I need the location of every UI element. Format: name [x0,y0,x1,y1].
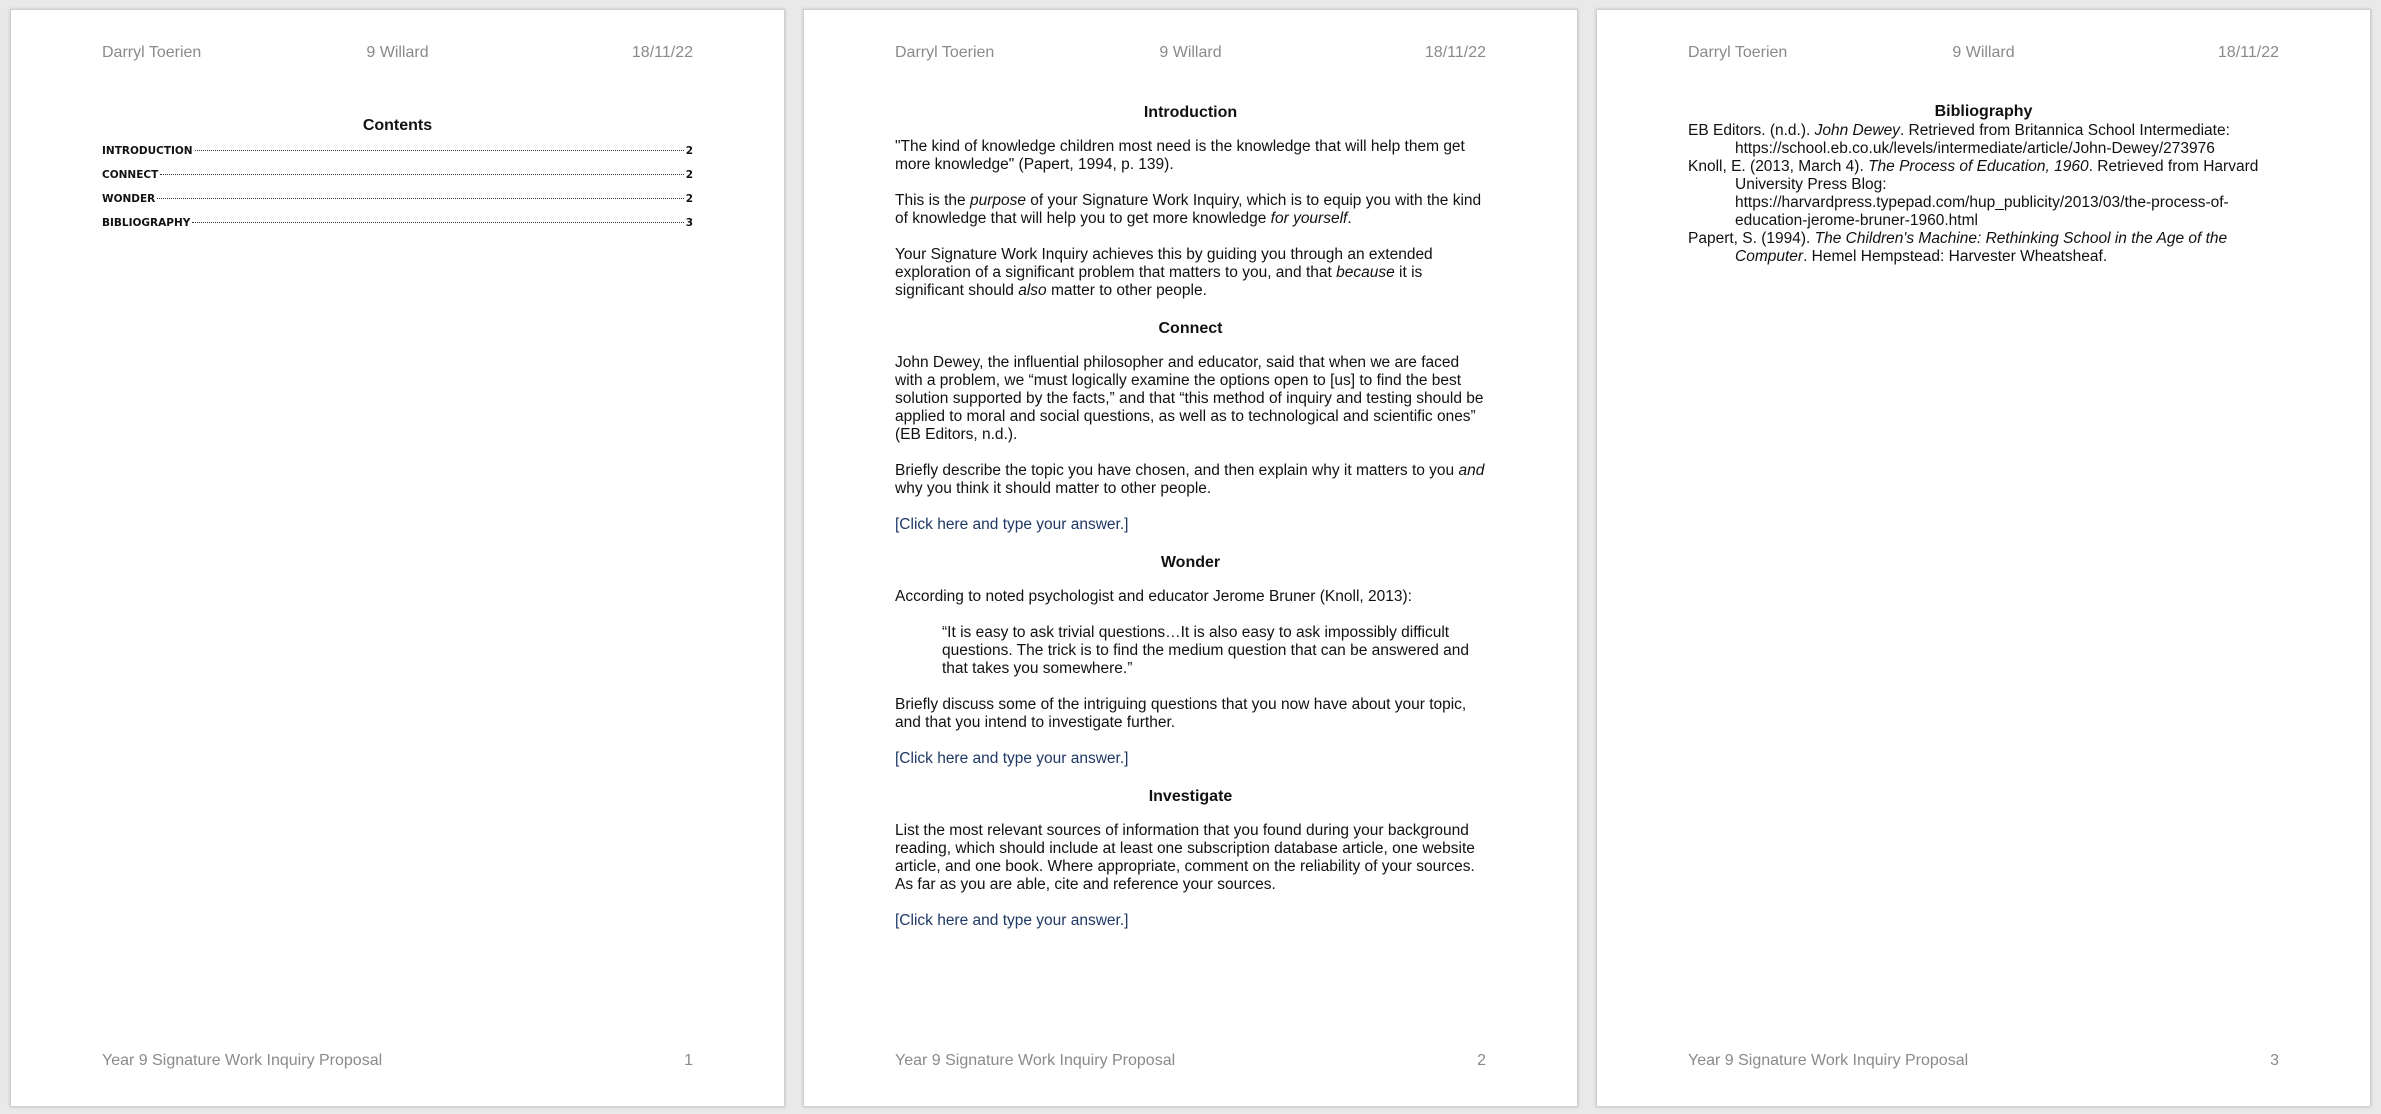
page-number: 3 [2270,1052,2279,1069]
header-class: 9 Willard [1952,44,2015,61]
wonder-paragraph-2: Briefly discuss some of the intriguing questions that you now have about your topic, and that you intend to investigate further. [895,696,1467,731]
connect-paragraph-2: Briefly describe the topic you have chosen, and then explain why it matters to you and why you think it should matter to other people. [895,462,1485,497]
bibliography-entry: Papert, S. (1994). The Children's Machine: Rethinking School in the Age of the Computer. Hemel Hempstead: Harvester Wheatsheaf. [1688,230,2228,265]
footer-title: Year 9 Signature Work Inquiry Proposal [895,1052,1176,1069]
intro-paragraph-2: This is the purpose of your Signature Work Inquiry, which is to equip you with the kind of knowledge that will help you to get more knowledge for yourself. [895,192,1482,227]
page-header [102,44,693,64]
page-footer [1688,1052,2279,1072]
toc-entry-label: BIBLIOGRAPHY [102,217,191,229]
header-class: 9 Willard [1159,44,1222,61]
investigate-paragraph-1: List the most relevant sources of information that you found during your background reading, which should include at least one subscription database article, one website article, and one book. Where appropriate, comment on the reliability of your sources. As far as you are able, cite and reference your sources. [895,822,1475,893]
page-number: 1 [684,1052,693,1069]
toc-leader-dots [192,222,683,223]
toc-entry-label: WONDER [102,193,156,205]
header-date: 18/11/22 [631,44,693,61]
toc-entry-page: 2 [685,193,693,205]
footer-title: Year 9 Signature Work Inquiry Proposal [1688,1052,1969,1069]
heading-bibliography: Bibliography [1934,103,2033,120]
footer-title: Year 9 Signature Work Inquiry Proposal [102,1052,383,1069]
heading-wonder: Wonder [1160,554,1221,571]
wonder-paragraph-1: According to noted psychologist and educator Jerome Bruner (Knoll, 2013): [895,588,1412,605]
intro-paragraph-3: Your Signature Work Inquiry achieves this by guiding you through an extended exploration of a significant problem that matters to you, and that because it is significant should also matter to other people. [895,246,1433,299]
page-body[interactable] [102,106,693,235]
toc-entry-wonder[interactable] [102,187,693,211]
page-1 [10,9,785,1107]
header-author: Darryl Toerien [102,44,202,61]
wonder-blockquote: “It is easy to ask trivial questions…It is also easy to ask impossibly difficult questions. The trick is to find the medium question that can be answered and that takes you somewhere.” [942,624,1470,677]
page-body[interactable] [1688,102,2279,266]
header-class: 9 Willard [366,44,429,61]
heading-investigate: Investigate [1148,788,1233,805]
header-date: 18/11/22 [2217,44,2279,61]
toc-leader-dots [195,150,684,151]
heading-connect: Connect [1158,320,1223,337]
bibliography-entry: Knoll, E. (2013, March 4). The Process of Education, 1960. Retrieved from Harvard University Press Blog: https://harvardpress.typepad.com/hup_publicity/2013/03/the-process-of-education-jerome-bruner-1960.html [1688,158,2259,229]
toc-entry-introduction[interactable] [102,139,693,163]
toc-entry-bibliography[interactable] [102,211,693,235]
toc-entry-connect[interactable] [102,163,693,187]
connect-paragraph-1: John Dewey, the influential philosopher and educator, said that when we are faced with a problem, we “must logically examine the options open to [us] to find the best solution supported by the facts,” and that “this method of inquiry and testing should be applied to moral and social questions, as well as to technological and scientific ones” (EB Editors, n.d.). [895,354,1484,443]
toc-leader-dots [157,198,683,199]
page-body[interactable] [895,102,1486,948]
page-footer [102,1052,693,1072]
toc-leader-dots [160,174,683,175]
page-2 [803,9,1578,1107]
page-header [1688,44,2279,64]
page-footer [895,1052,1486,1072]
wonder-answer-field[interactable]: [Click here and type your answer.] [895,750,1129,767]
toc-title: Contents [362,117,433,134]
toc-entry-page: 2 [685,145,693,157]
toc-entry-label: CONNECT [102,169,159,181]
toc-entry-label: INTRODUCTION [102,145,193,157]
header-author: Darryl Toerien [1688,44,1788,61]
investigate-answer-field[interactable]: [Click here and type your answer.] [895,912,1129,929]
toc-entry-page: 2 [685,169,693,181]
intro-paragraph-1: "The kind of knowledge children most need is the knowledge that will help them get more knowledge" (Papert, 1994, p. 139). [895,138,1465,173]
header-date: 18/11/22 [1424,44,1486,61]
header-author: Darryl Toerien [895,44,995,61]
page-number: 2 [1477,1052,1486,1069]
page-3 [1596,9,2371,1107]
bibliography-entry: EB Editors. (n.d.). John Dewey. Retrieved from Britannica School Intermediate: https://school.eb.co.uk/levels/intermediate/article/John-Dewey/273976 [1688,122,2230,157]
page-header [895,44,1486,64]
connect-answer-field[interactable]: [Click here and type your answer.] [895,516,1129,533]
heading-introduction: Introduction [1143,104,1238,121]
toc-entry-page: 3 [685,217,693,229]
